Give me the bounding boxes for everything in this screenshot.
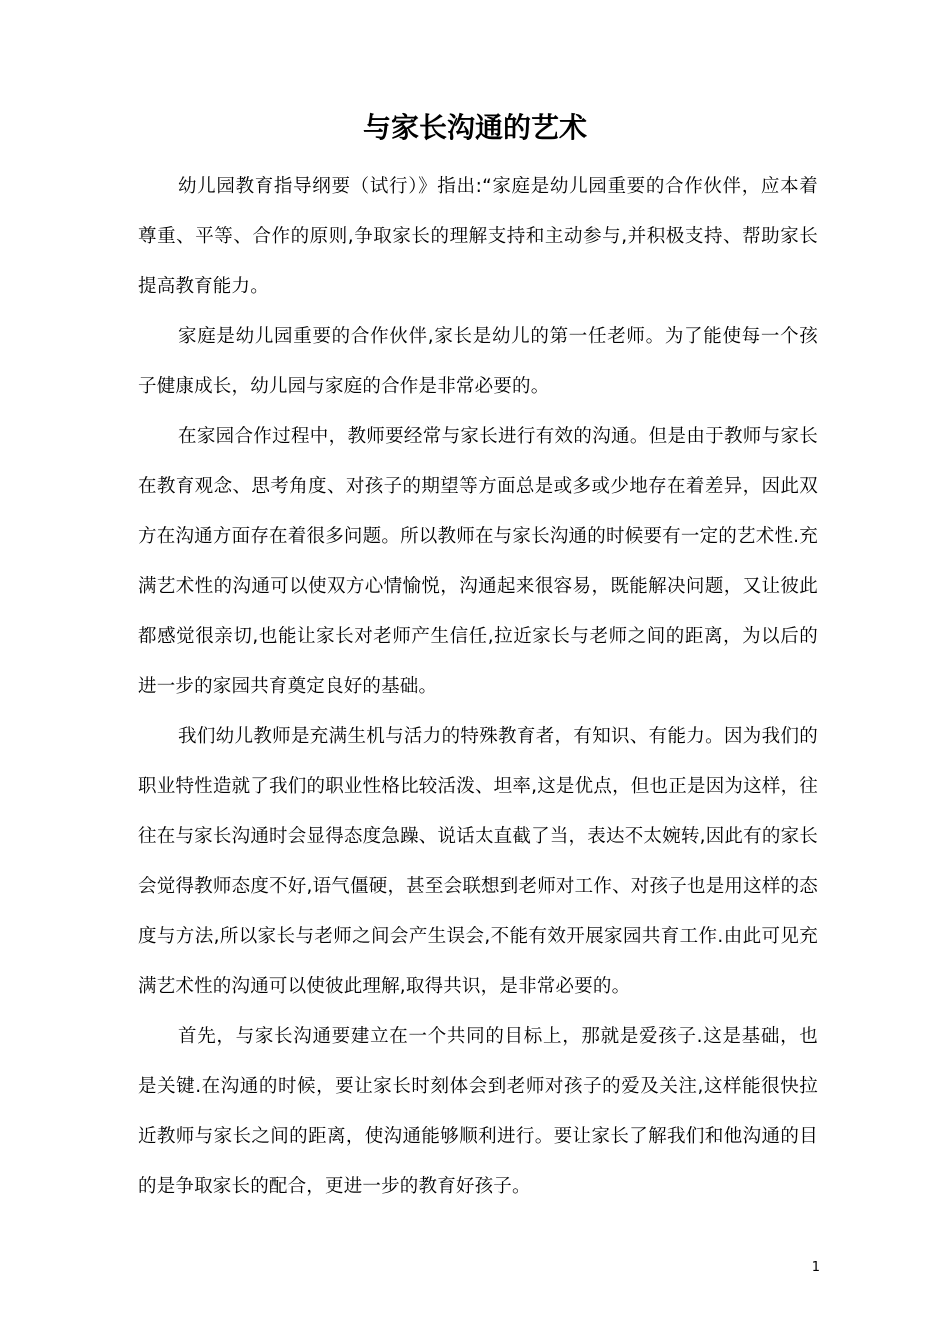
paragraph-3: 在家园合作过程中，教师要经常与家长进行有效的沟通。但是由于教师与家长在教育观念、思考角度、对孩子的期望等方面总是或多或少地存在着差异，因此双方在沟通方面存在着很多问题。所以教师在与家长沟通的时候要有一定的艺术性.充满艺术性的沟通可以使双方心情愉悦，沟通起来很容易，既能解决问题，又让彼此都感觉很亲切,也能让家长对老师产生信任,拉近家长与老师之间的距离，为以后的进一步的家园共育奠定良好的基础。 (138, 426, 818, 697)
paragraph-4: 我们幼儿教师是充满生机与活力的特殊教育者，有知识、有能力。因为我们的职业特性造就了我们的职业性格比较活泼、坦率,这是优点，但也正是因为这样，往往在与家长沟通时会显得态度急躁、说话太直截了当，表达不太婉转,因此有的家长会觉得教师态度不好,语气僵硬，甚至会联想到老师对工作、对孩子也是用这样的态度与方法,所以家长与老师之间会产生误会,不能有效开展家园共育工作.由此可见充满艺术性的沟通可以使彼此理解,取得共识，是非常必要的。 (138, 726, 818, 997)
paragraph-5: 首先，与家长沟通要建立在一个共同的目标上，那就是爱孩子.这是基础，也是关键.在沟通的时候，要让家长时刻体会到老师对孩子的爱及关注,这样能很快拉近教师与家长之间的距离，使沟通能够顺利进行。要让家长了解我们和他沟通的目的是争取家长的配合，更进一步的教育好孩子。 (138, 1026, 818, 1197)
paragraph-2: 家庭是幼儿园重要的合作伙伴,家长是幼儿的第一任老师。为了能使每一个孩子健康成长，幼儿园与家庭的合作是非常必要的。 (138, 326, 818, 397)
document-body (138, 162, 818, 1212)
document-title: 与家长沟通的艺术 (362, 111, 587, 144)
paragraph-1: 幼儿园教育指导纲要（试行）》指出:“家庭是幼儿园重要的合作伙伴，应本着尊重、平等、合作的原则,争取家长的理解支持和主动参与,并积极支持、帮助家长提高教育能力。 (138, 176, 818, 297)
page-number: 1 (811, 1260, 820, 1275)
